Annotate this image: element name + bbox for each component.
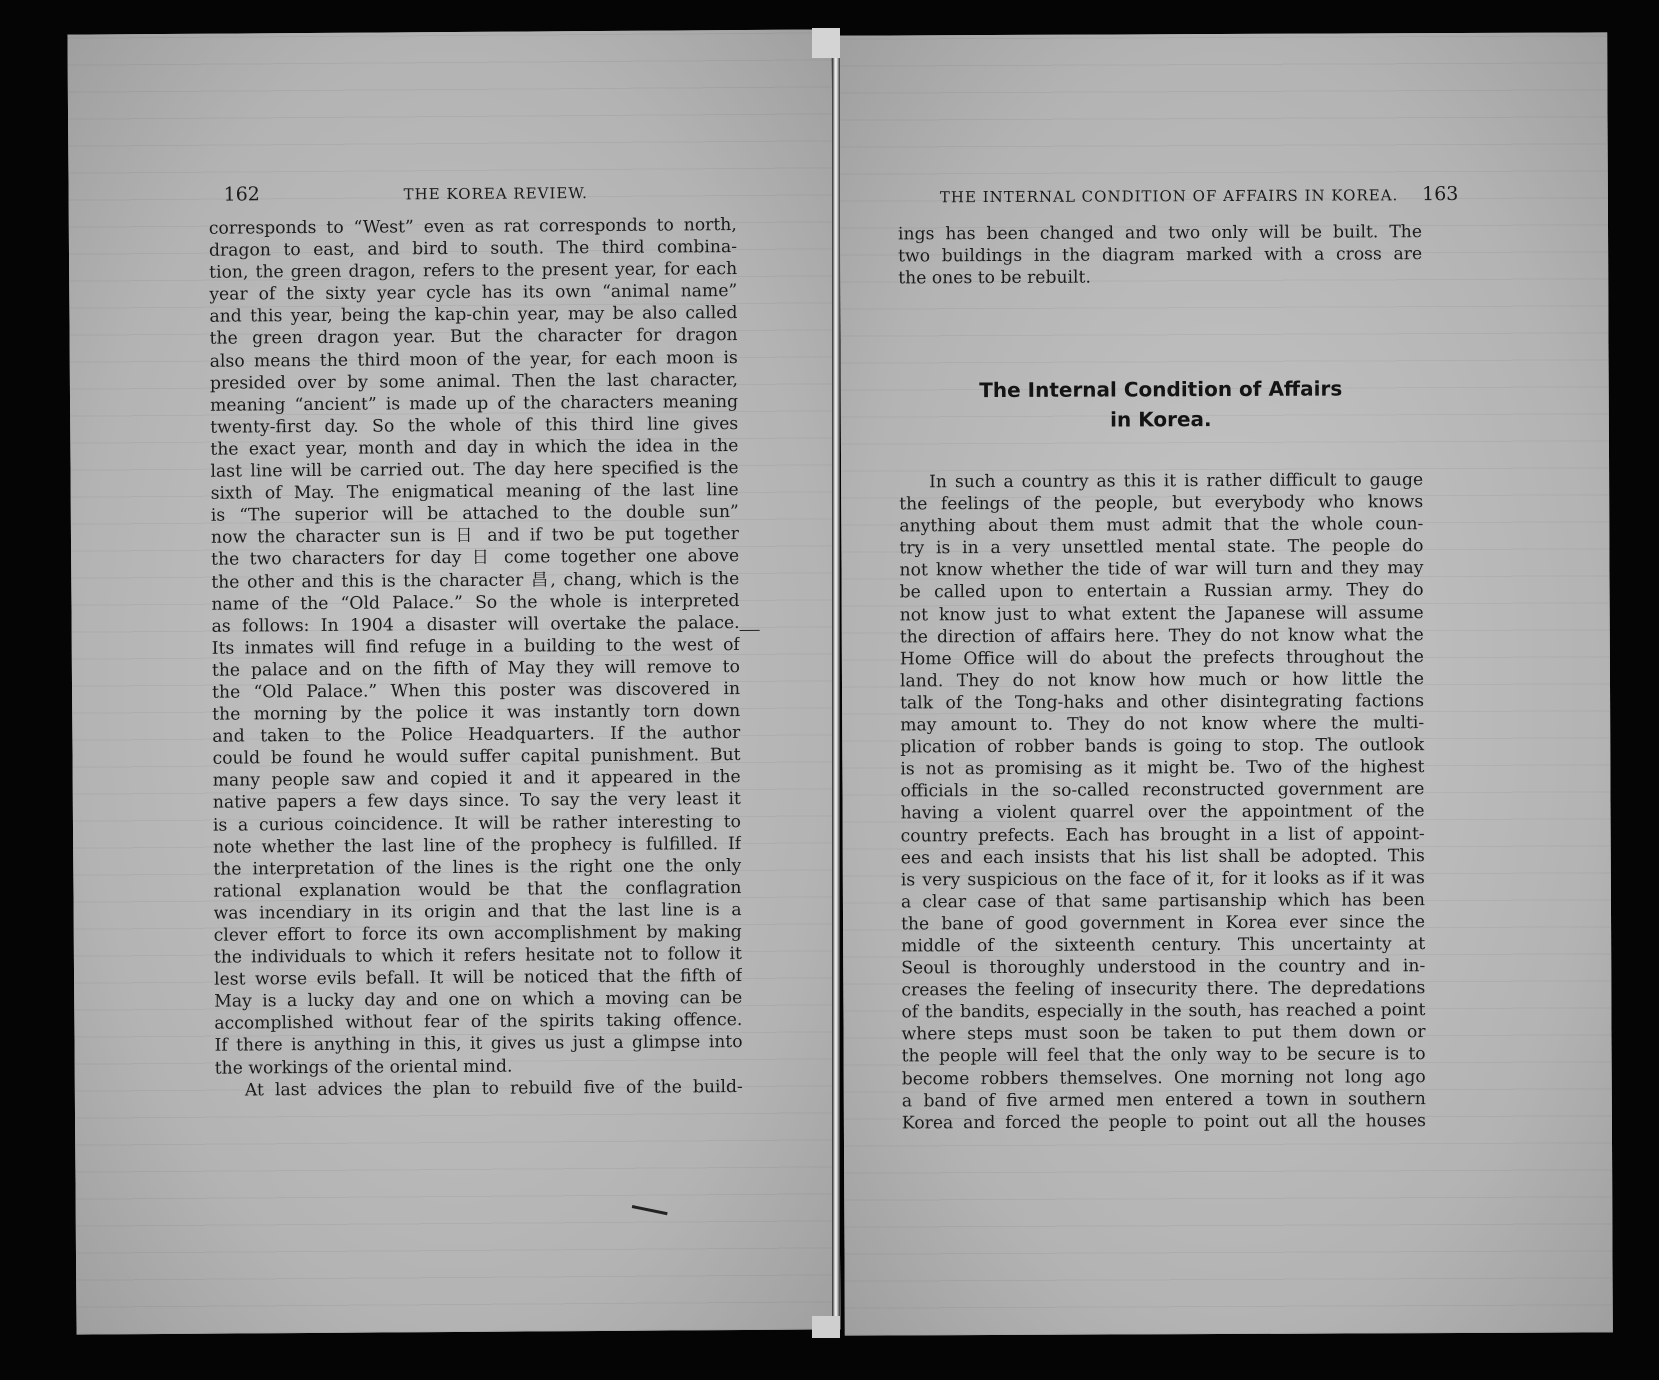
text-line: Korea and forced the people to point out all the houses xyxy=(901,1110,1426,1134)
right-running-head xyxy=(940,183,1459,207)
text-line: native papers a few days since. To say the very least it xyxy=(212,789,741,814)
text-line: the morning by the police it was instantly torn down xyxy=(212,701,741,725)
text-line: year of the sixty year cycle has its own “animal name” xyxy=(209,281,738,305)
left-page-number: 162 xyxy=(223,183,260,206)
text-line: Its inmates will find refuge in a building to the west of xyxy=(211,634,740,659)
binding-tab-top xyxy=(812,28,840,58)
text-line: officials in the so-called reconstructed government are xyxy=(900,779,1425,802)
text-line: last line will be carried out. The day here specified is the xyxy=(210,458,739,482)
text-line: name of the “Old Palace.” So the whole is interpreted xyxy=(211,590,740,615)
text-line: Seoul is thoroughly understood in the country and in- xyxy=(901,956,1426,979)
text-line: of the bandits, especially in the south, has reached a point xyxy=(901,1000,1426,1023)
text-line: was incendiary in its origin and that the last line is a xyxy=(213,899,742,924)
text-line: At last advices the plan to rebuild five of the build- xyxy=(244,1076,743,1101)
text-line: the exact year, month and day in which the idea in the xyxy=(210,435,739,460)
margin-mark xyxy=(740,630,760,631)
text-line: clever effort to force its own accomplishment by making xyxy=(213,921,742,946)
text-line: creases the feeling of insecurity there. The depredations xyxy=(901,978,1426,1001)
text-line: the interpretation of the lines is the right one the only xyxy=(213,855,742,880)
text-line: may amount to. They do not know where the multi- xyxy=(900,713,1425,736)
text-line: country prefects. Each has brought in a list of appoint- xyxy=(900,823,1425,846)
text-line: now the character sun is 日 and if two be put together xyxy=(210,524,740,549)
left-page xyxy=(67,29,840,1334)
article-title-line-2: in Korea. xyxy=(1110,407,1212,432)
text-line: ings has been changed and two only will be built. The xyxy=(897,222,1423,245)
text-line: Home Office will do about the prefects throughout the xyxy=(899,646,1424,670)
left-running-head xyxy=(224,181,588,206)
text-line: anything about them must admit that the whole coun- xyxy=(899,514,1424,537)
text-line: the ones to be rebuilt. xyxy=(898,267,1091,289)
text-line: In such a country as this it is rather difficult to gauge xyxy=(929,470,1424,493)
text-line: try is in a very unsettled mental state. The people do xyxy=(899,536,1424,559)
text-line: also means the third moon of the year, for each moon is xyxy=(209,347,738,372)
text-line: as follows: In 1904 a disaster will overtake the palace. xyxy=(211,612,740,637)
text-line: and this year, being the kap-chin year, may be also called xyxy=(209,303,738,328)
text-line: rational explanation would be that the conflagration xyxy=(213,877,742,902)
text-line: is a curious coincidence. It will be rather interesting to xyxy=(212,811,742,836)
text-line: corresponds to “West” even as rat corresponds to north, xyxy=(208,215,737,239)
book-gutter xyxy=(832,30,840,1336)
text-line: meaning “ancient” is made up of the characters meaning xyxy=(209,391,739,416)
text-line: accomplished without fear of the spirits taking offence. xyxy=(214,1010,743,1035)
text-line: a clear case of that same partisanship which has been xyxy=(900,889,1425,913)
text-line: the bane of good government in Korea ever since the xyxy=(901,912,1426,935)
right-page-body-text xyxy=(899,469,1426,1134)
text-line: the palace and on the fifth of May they will remove to xyxy=(211,656,740,681)
left-running-title: THE KOREA REVIEW. xyxy=(403,184,588,204)
article-title xyxy=(899,373,1423,435)
text-line: the other and this is the character 昌, chang, which is the xyxy=(211,568,740,593)
text-line: having a violent quarrel over the appointment of the xyxy=(900,801,1425,824)
ink-smudge xyxy=(632,1205,668,1215)
text-line: tion, the green dragon, refers to the present year, for each xyxy=(209,259,738,283)
text-line: plication of robber bands is going to stop. The outlook xyxy=(900,735,1425,758)
right-page xyxy=(839,32,1613,1335)
text-line: the workings of the oriental mind. xyxy=(214,1056,513,1079)
text-line: where steps must soon be taken to put them down or xyxy=(901,1022,1426,1045)
text-line: is not as promising as it might be. Two of the highest xyxy=(900,757,1425,780)
text-line: presided over by some animal. Then the last character, xyxy=(209,369,738,394)
article-title-line-1: The Internal Condition of Affairs xyxy=(979,376,1343,403)
right-running-title: THE INTERNAL CONDITION OF AFFAIRS IN KOREA. xyxy=(939,186,1399,207)
text-line: talk of the Tong-haks and other disintegrating factions xyxy=(900,691,1425,714)
text-line: twenty-first day. So the whole of this third line gives xyxy=(210,413,739,438)
text-line: May is a lucky day and one on which a moving can be xyxy=(214,988,743,1012)
right-page-number: 163 xyxy=(1422,182,1459,206)
text-line: note whether the last line of the prophecy is fulfilled. If xyxy=(213,833,742,858)
binding-tab-bottom xyxy=(812,1316,840,1338)
text-line: middle of the sixteenth century. This uncertainty at xyxy=(901,934,1426,957)
text-line: the people will feel that the only way to be secure is to xyxy=(901,1044,1426,1067)
text-line: not know whether the tide of war will turn and they may xyxy=(899,558,1424,581)
text-line: the green dragon year. But the character for dragon xyxy=(209,325,738,350)
text-line: and taken to the Police Headquarters. If the author xyxy=(212,723,741,747)
text-line: If there is anything in this, it gives us just a glimpse into xyxy=(214,1032,743,1057)
text-line: two buildings in the diagram marked with a cross are xyxy=(898,244,1423,267)
text-line: dragon to east, and bird to south. The third combina- xyxy=(208,237,738,261)
text-line: sixth of May. The enigmatical meaning of the last line xyxy=(210,480,739,504)
text-line: the two characters for day 日 come together one above xyxy=(211,546,740,571)
text-line: many people saw and copied it and it appeared in the xyxy=(212,767,741,792)
text-line: a band of five armed men entered a town in southern xyxy=(901,1088,1426,1112)
text-line: could be found he would suffer capital punishment. But xyxy=(212,745,741,769)
left-page-body-text xyxy=(209,214,743,1101)
text-line: is very suspicious on the face of it, for it looks as if it was xyxy=(900,867,1425,891)
text-line: the direction of affairs here. They do not know what the xyxy=(899,624,1424,648)
text-line: ees and each insists that his list shall be adopted. This xyxy=(900,845,1425,869)
right-continuation-text xyxy=(898,221,1422,290)
text-line: the individuals to which it refers hesitate not to follow it xyxy=(213,944,742,968)
text-line: not know just to what extent the Japanese will assume xyxy=(899,602,1424,625)
text-line: lest worse evils befall. It will be noticed that the fifth of xyxy=(214,966,743,990)
text-line: become robbers themselves. One morning not long ago xyxy=(901,1066,1426,1089)
text-line: land. They do not know how much or how little the xyxy=(899,668,1425,692)
text-line: the feelings of the people, but everybody who knows xyxy=(899,492,1424,515)
text-line: be called upon to entertain a Russian army. They do xyxy=(899,580,1424,603)
text-line: is “The superior will be attached to the double sun” xyxy=(210,502,739,526)
text-line: the “Old Palace.” When this poster was discovered in xyxy=(211,678,741,703)
